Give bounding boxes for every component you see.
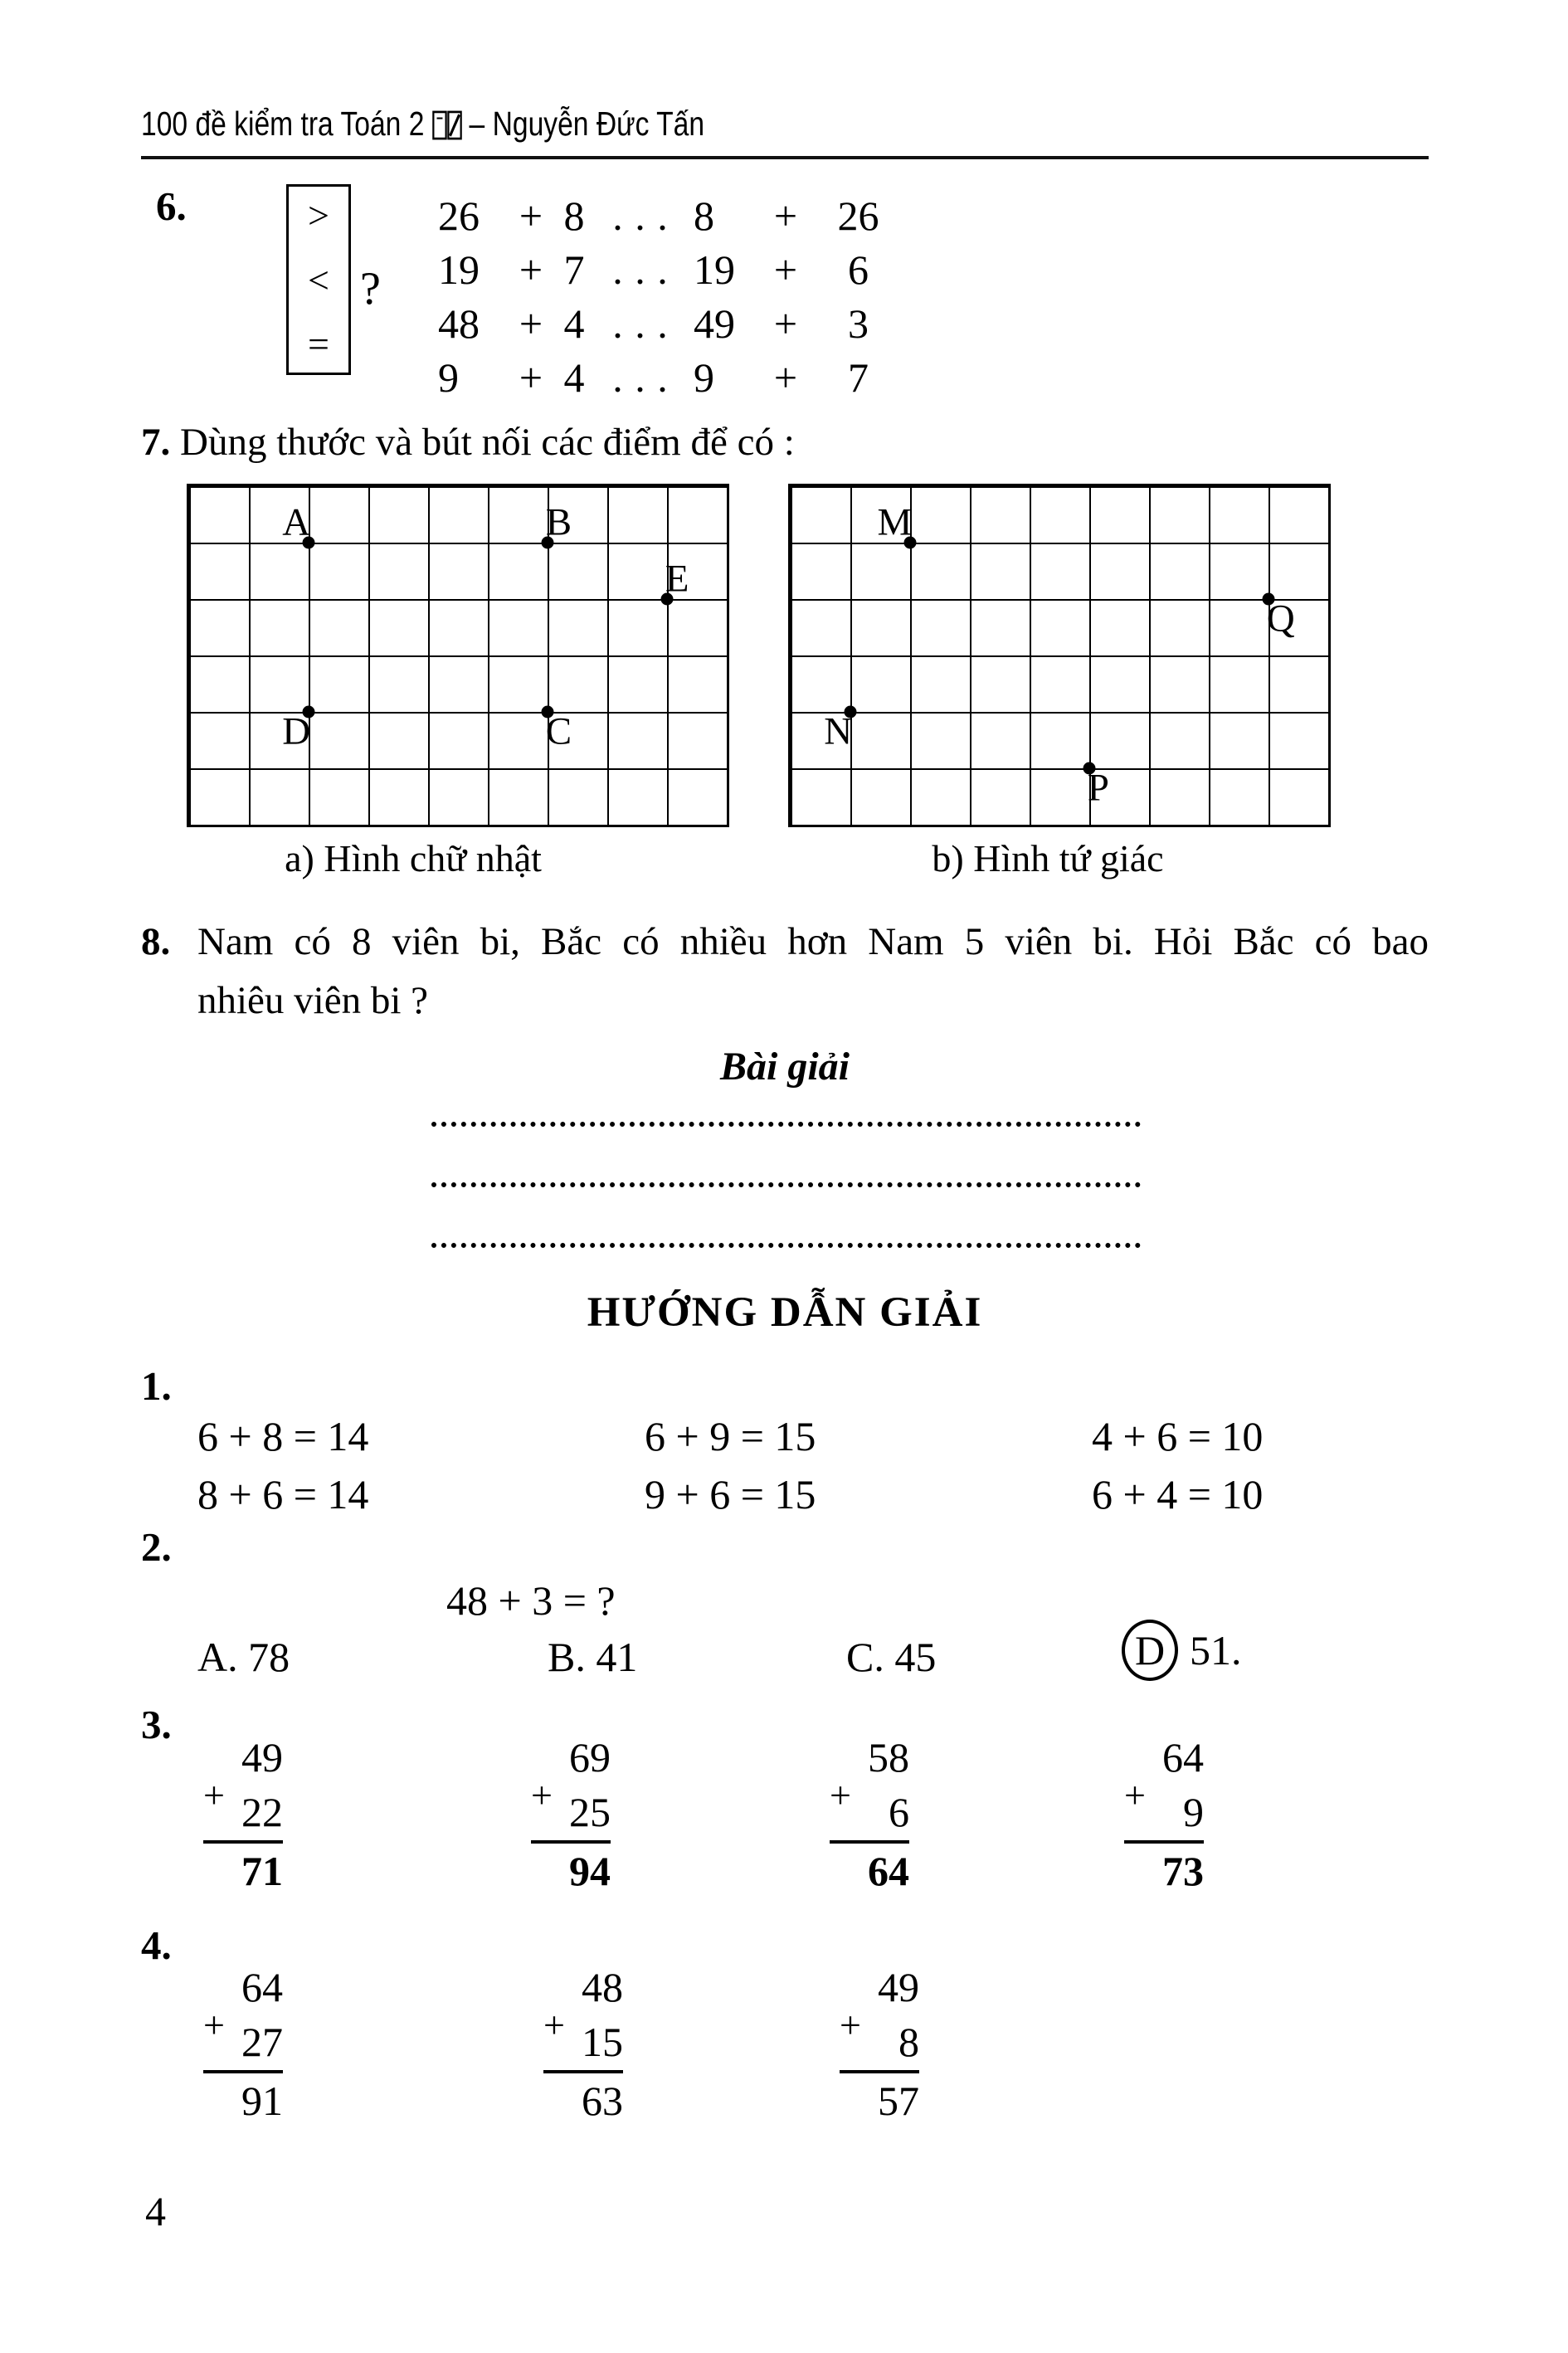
comparison-row (438, 243, 918, 297)
operand: 9 (694, 354, 714, 401)
page-number: 4 (145, 2188, 166, 2234)
operand: 4 (563, 354, 585, 401)
solution-title: Bài giải (719, 1045, 850, 1089)
equation: 9 + 6 = 15 (645, 1471, 816, 1518)
plus-sign: + (1124, 1774, 1146, 1816)
grid-point-label: C (545, 709, 572, 753)
vertical-addition: 69 + 25 94 (531, 1734, 611, 1894)
dotted-answer-line (431, 1127, 1141, 1187)
dot-grid-a (187, 484, 729, 827)
grid-point-label: B (545, 500, 572, 544)
option-c: C. 45 (846, 1634, 937, 1680)
equation: 8 + 6 = 14 (197, 1471, 369, 1518)
operand: 8 (563, 192, 585, 239)
comparison-symbol-box (286, 184, 351, 375)
solution2-expression: 48 + 3 = ? (446, 1577, 616, 1624)
problem8-line2: nhiêu viên bi ? (197, 979, 429, 1022)
problem8-statement (141, 913, 1429, 1030)
problem7-statement (141, 417, 795, 467)
operand: 3 (848, 300, 869, 347)
answer-dots: . . . (612, 354, 669, 401)
grid-point-Q (1263, 593, 1295, 641)
plus-sign: + (531, 1774, 553, 1816)
grid-point-P (1083, 762, 1109, 810)
grid-point-C (542, 706, 572, 753)
grid-point-N (824, 706, 857, 753)
grid-point-A (282, 500, 315, 549)
grid-point-M (877, 500, 917, 549)
operand: 19 (438, 246, 480, 293)
plus-sign: + (830, 1774, 851, 1816)
grid-point-label: D (282, 709, 311, 753)
comparison-exercises (438, 189, 918, 405)
plus-sign: + (773, 354, 798, 401)
vertical-addition: 49 + 8 57 (840, 1964, 919, 2124)
operand: 4 (563, 300, 585, 347)
header-title: 100 đề kiểm tra Toán 2 (141, 105, 425, 143)
vertical-addition: 48 + 15 63 (543, 1964, 623, 2124)
answer-dots: . . . (612, 192, 669, 239)
plus-sign: + (203, 2004, 225, 2046)
grid-b-caption: b) Hình tứ giác (932, 837, 1164, 879)
equation: 6 + 9 = 15 (645, 1413, 816, 1459)
vertical-addition: 64 + 9 73 (1124, 1734, 1204, 1894)
vertical-addition: 49 + 22 71 (203, 1734, 283, 1894)
solution1-number: 1. (141, 1363, 172, 1409)
grid-point-B (542, 500, 572, 549)
question-mark: ? (360, 263, 381, 314)
problem7-number: 7. (141, 421, 171, 464)
grid-point-label: A (282, 500, 311, 544)
problem8-line1: 8. Nam có 8 viên bi, Bắc có nhiều hơn Nam 5 viên bi. Hỏi Bắc có bao (141, 913, 1429, 972)
grid-point-label: E (665, 557, 689, 601)
dotted-answer-line (431, 1066, 1141, 1127)
answer-dots: . . . (612, 300, 669, 347)
equation: 4 + 6 = 10 (1092, 1413, 1264, 1459)
comparison-row (438, 189, 918, 243)
option-a: A. 78 (197, 1634, 290, 1680)
dot-grid-b (788, 484, 1331, 827)
answer-dots: . . . (612, 246, 669, 293)
solution2-number: 2. (141, 1524, 172, 1570)
solutions-heading: HƯỚNG DẪN GIẢI (587, 1289, 983, 1336)
grid-point-label: P (1087, 766, 1109, 810)
vertical-addition: 58 + 6 64 (830, 1734, 909, 1894)
solution3-number: 3. (141, 1702, 172, 1747)
option-d-circled: D 51. (1122, 1620, 1242, 1681)
plus-sign: + (773, 192, 798, 239)
header-separator: – (469, 105, 485, 143)
page-header (141, 105, 828, 144)
grid-point-label: N (824, 709, 853, 753)
comparison-row (438, 297, 918, 351)
problem7-text: Dùng thước và bút nối các điểm để có : (180, 421, 795, 464)
operand: 6 (848, 246, 869, 293)
problem6-number: 6. (156, 183, 187, 229)
option-b: B. 41 (548, 1634, 638, 1680)
operand: 8 (694, 192, 714, 239)
operand: 7 (848, 354, 869, 401)
plus-sign: + (519, 300, 543, 347)
answer-lines (431, 1066, 1141, 1248)
equation: 6 + 8 = 14 (197, 1413, 369, 1459)
less-than-symbol: < (308, 258, 329, 301)
grid-point-D (282, 706, 315, 753)
answer-circle: D (1122, 1620, 1178, 1681)
plus-sign: + (519, 246, 543, 293)
grid-a-caption: a) Hình chữ nhật (285, 837, 542, 879)
grid-point-E (661, 557, 689, 606)
vertical-addition: 64 + 27 91 (203, 1964, 283, 2124)
equation: 6 + 4 = 10 (1092, 1471, 1264, 1518)
plus-sign: + (543, 2004, 565, 2046)
comparison-row (438, 351, 918, 405)
open-book-icon (432, 110, 462, 141)
plus-sign: + (519, 192, 543, 239)
plus-sign: + (203, 1774, 225, 1816)
header-rule (141, 156, 1429, 159)
equals-symbol: = (308, 323, 329, 365)
plus-sign: + (519, 354, 543, 401)
greater-than-symbol: > (308, 194, 329, 236)
operand: 9 (438, 354, 459, 401)
operand: 7 (563, 246, 585, 293)
grid-point-label: Q (1266, 597, 1295, 641)
header-author: Nguyễn Đức Tấn (492, 105, 705, 143)
operand: 26 (837, 192, 879, 239)
operand: 49 (694, 300, 735, 347)
grid-point-label: M (877, 500, 913, 544)
plus-sign: + (840, 2004, 861, 2046)
operand: 19 (694, 246, 735, 293)
solution4-number: 4. (141, 1922, 172, 1968)
operand: 48 (438, 300, 480, 347)
plus-sign: + (773, 246, 798, 293)
plus-sign: + (773, 300, 798, 347)
operand: 26 (438, 192, 480, 239)
dotted-answer-line (431, 1187, 1141, 1248)
problem8-number: 8. (141, 920, 171, 963)
